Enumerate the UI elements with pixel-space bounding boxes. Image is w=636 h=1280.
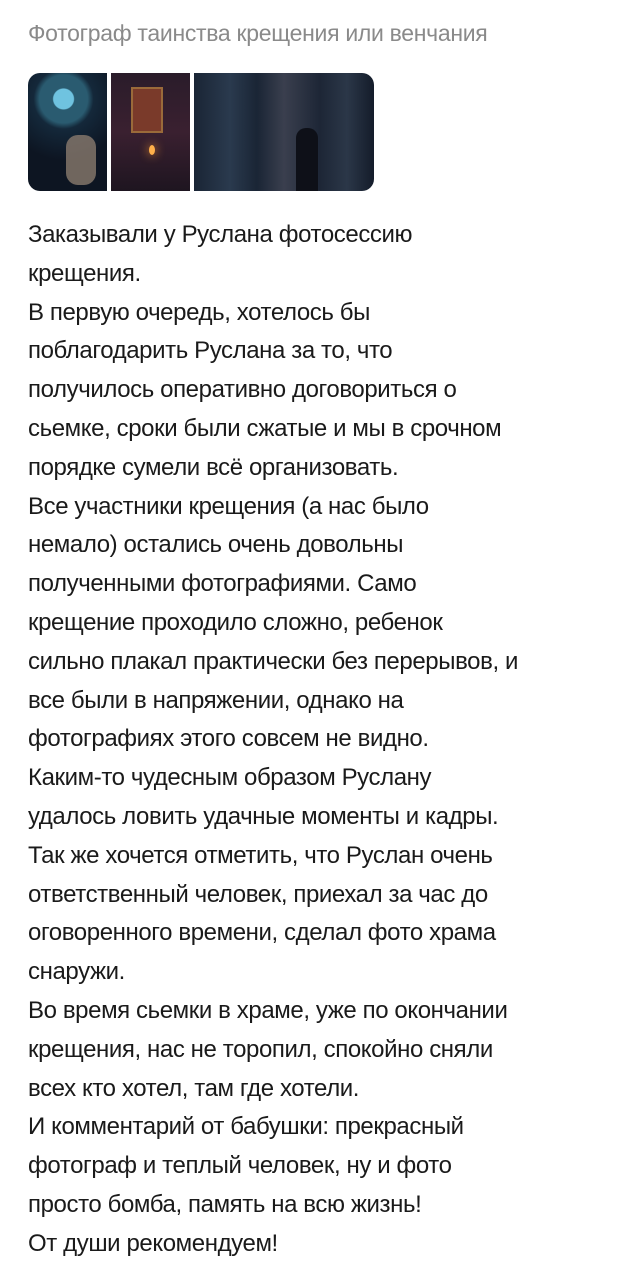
review-text xyxy=(28,216,618,1264)
photo-gallery xyxy=(28,73,374,191)
review-line: От души рекомендуем! xyxy=(28,1229,278,1257)
review-line: всех кто хотел, там где хотели. xyxy=(28,1074,360,1102)
review-line: получилось оперативно договориться о xyxy=(28,376,457,404)
review-photo-dome[interactable] xyxy=(28,73,107,191)
review-line: Каким-то чудесным образом Руслану xyxy=(28,764,432,792)
review-line: удалось ловить удачные моменты и кадры. xyxy=(28,802,499,830)
review-line: фотограф и теплый человек, ну и фото xyxy=(28,1152,452,1180)
review-photo-iconostasis[interactable] xyxy=(194,73,374,191)
review-line: крещение проходило сложно, ребенок xyxy=(28,608,443,636)
review-line: оговоренного времени, сделал фото храма xyxy=(28,919,496,947)
review-line: фотографиях этого совсем не видно. xyxy=(28,725,429,753)
review-line: снаружи. xyxy=(28,958,125,986)
review-line: поблагодарить Руслана за то, что xyxy=(28,337,393,365)
review-line: сьемке, сроки были сжатые и мы в срочном xyxy=(28,414,502,442)
review-line: ответственный человек, приехал за час до xyxy=(28,880,488,908)
review-line: Во время сьемки в храме, уже по окончании xyxy=(28,996,508,1024)
review-line: полученными фотографиями. Само xyxy=(28,570,417,598)
review-photo-icon[interactable] xyxy=(111,73,190,191)
review-line: В первую очередь, хотелось бы xyxy=(28,298,370,326)
review-line: все были в напряжении, однако на xyxy=(28,686,404,714)
review-line: Так же хочется отметить, что Руслан очень xyxy=(28,841,493,869)
review-line: крещения. xyxy=(28,259,141,287)
review-line: немало) остались очень довольны xyxy=(28,531,404,559)
review-line: крещения, нас не торопил, спокойно сняли xyxy=(28,1035,493,1063)
review-line: И комментарий от бабушки: прекрасный xyxy=(28,1113,464,1141)
service-title: Фотограф таинства крещения или венчания xyxy=(28,20,488,46)
review-line: сильно плакал практически без перерывов, и xyxy=(28,647,518,675)
review-line: Заказывали у Руслана фотосессию xyxy=(28,221,413,248)
review-line: порядке сумели всё организовать. xyxy=(28,453,399,481)
review-line: просто бомба, память на всю жизнь! xyxy=(28,1190,422,1218)
review-line: Все участники крещения (а нас было xyxy=(28,492,429,520)
